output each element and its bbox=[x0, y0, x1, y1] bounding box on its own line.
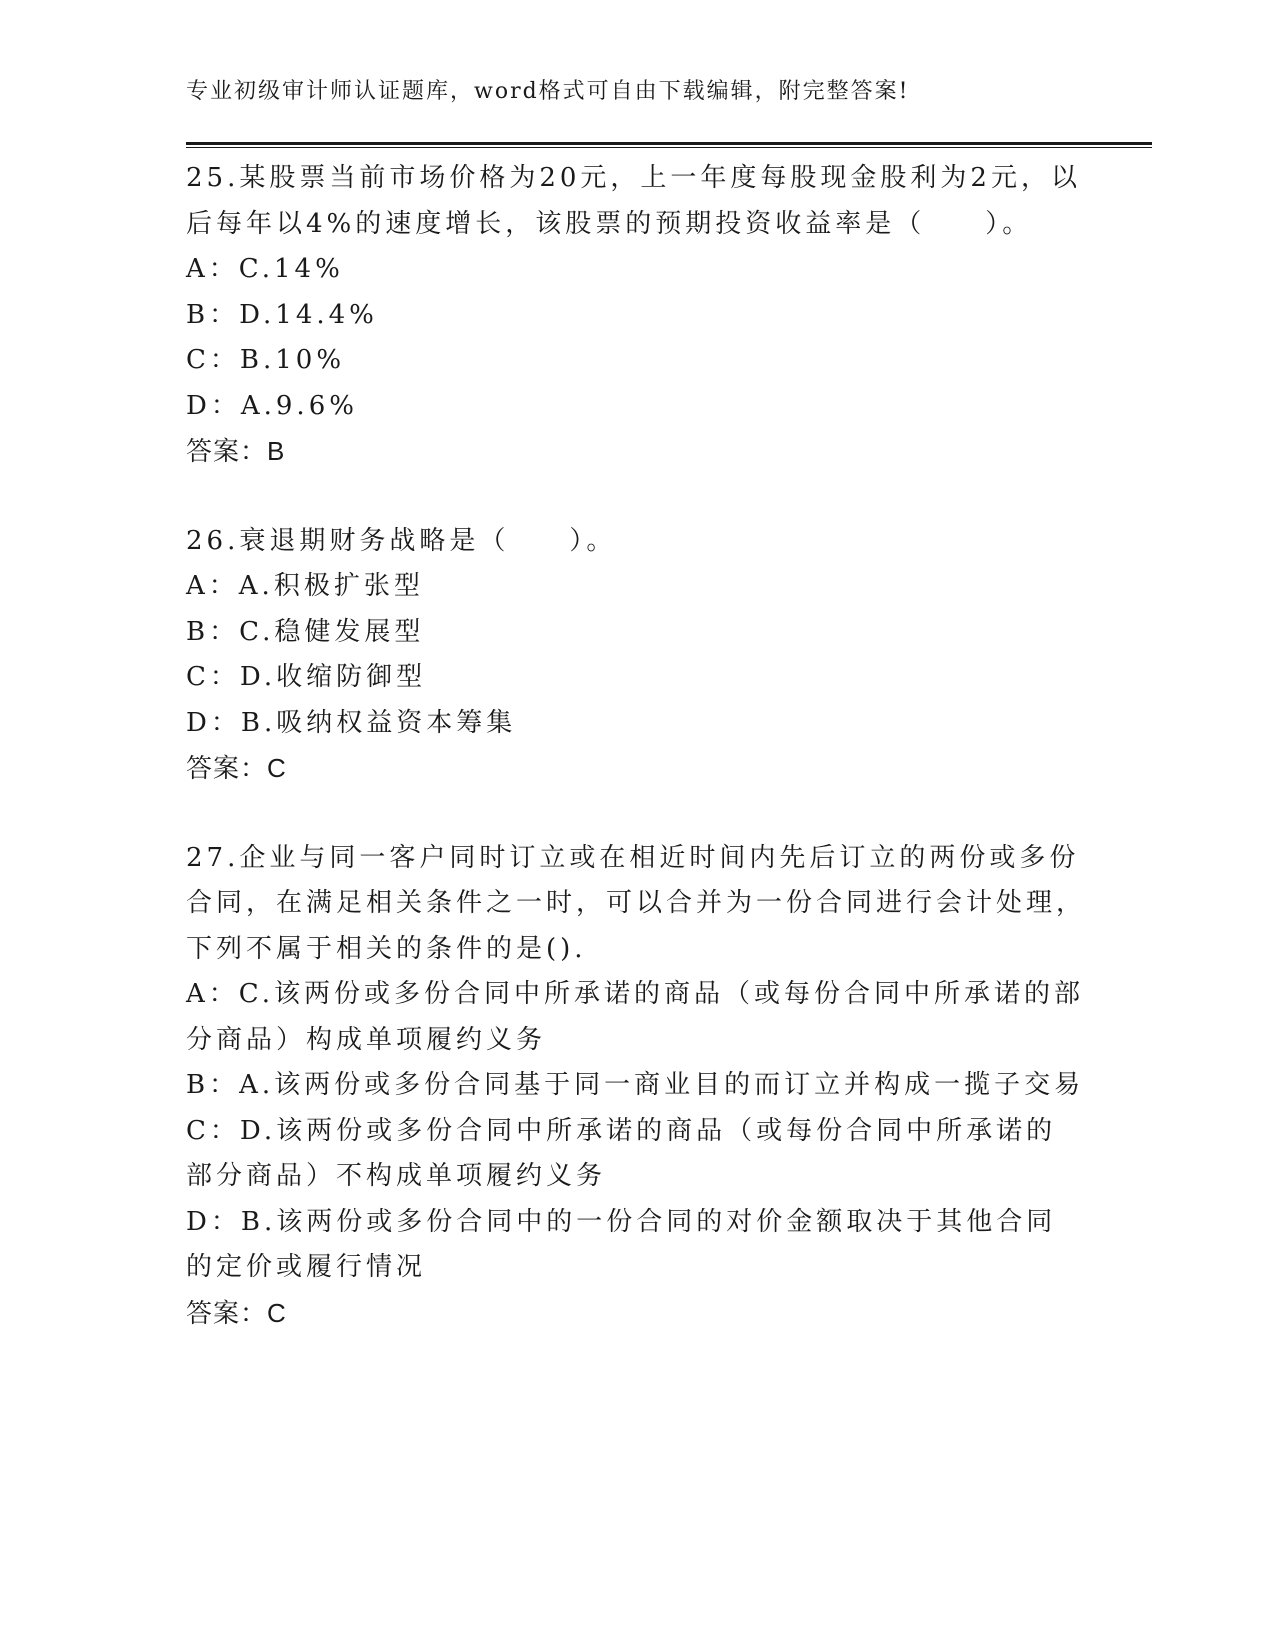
answer: 答案：C bbox=[186, 753, 287, 783]
option-b: B：A.该两份或多份合同基于同一商业目的而订立并构成一揽子交易 bbox=[186, 1070, 1085, 1100]
question-25 bbox=[186, 156, 1086, 475]
option-c: C：D.该两份或多份合同中所承诺的商品（或每份合同中所承诺的部分商品）不构成单项履约义务 bbox=[186, 1115, 1057, 1191]
option-d: D：B.吸纳权益资本筹集 bbox=[186, 707, 517, 738]
answer: 答案：C bbox=[186, 1297, 287, 1328]
question-27 bbox=[186, 836, 1086, 1337]
option-b: B：D.14.4% bbox=[186, 299, 378, 330]
question-stem: 27.企业与同一客户同时订立或在相近时间内先后订立的两份或多份合同，在满足相关条件之一时，可以合并为一份合同进行会计处理，下列不属于相关的条件的是(). bbox=[186, 842, 1087, 964]
header-rule-thin bbox=[186, 147, 1152, 148]
question-stem: 26.衰退期财务战略是（ ）。 bbox=[186, 525, 617, 556]
option-d: D：B.该两份或多份合同中的一份合同的对价金额取决于其他合同的定价或履行情况 bbox=[186, 1206, 1057, 1282]
option-c: C：D.收缩防御型 bbox=[186, 662, 427, 692]
option-a: A：C.14% bbox=[186, 254, 344, 284]
option-a: A：C.该两份或多份合同中所承诺的商品（或每份合同中所承诺的部分商品）构成单项履约义务 bbox=[186, 979, 1085, 1055]
option-c: C：B.10% bbox=[186, 345, 346, 375]
page-header: 专业初级审计师认证题库，word格式可自由下载编辑，附完整答案! bbox=[186, 79, 910, 104]
option-b: B：C.稳健发展型 bbox=[186, 616, 425, 647]
question-26 bbox=[186, 519, 1086, 792]
header-rule bbox=[186, 142, 1152, 145]
question-list bbox=[186, 156, 1086, 1380]
question-stem: 25.某股票当前市场价格为20元，上一年度每股现金股利为2元，以后每年以4%的速度增长，该股票的预期投资收益率是（ ）。 bbox=[186, 163, 1081, 239]
answer: 答案：B bbox=[186, 436, 286, 466]
option-d: D：A.9.6% bbox=[186, 390, 358, 421]
option-a: A：A.积极扩张型 bbox=[186, 571, 424, 601]
